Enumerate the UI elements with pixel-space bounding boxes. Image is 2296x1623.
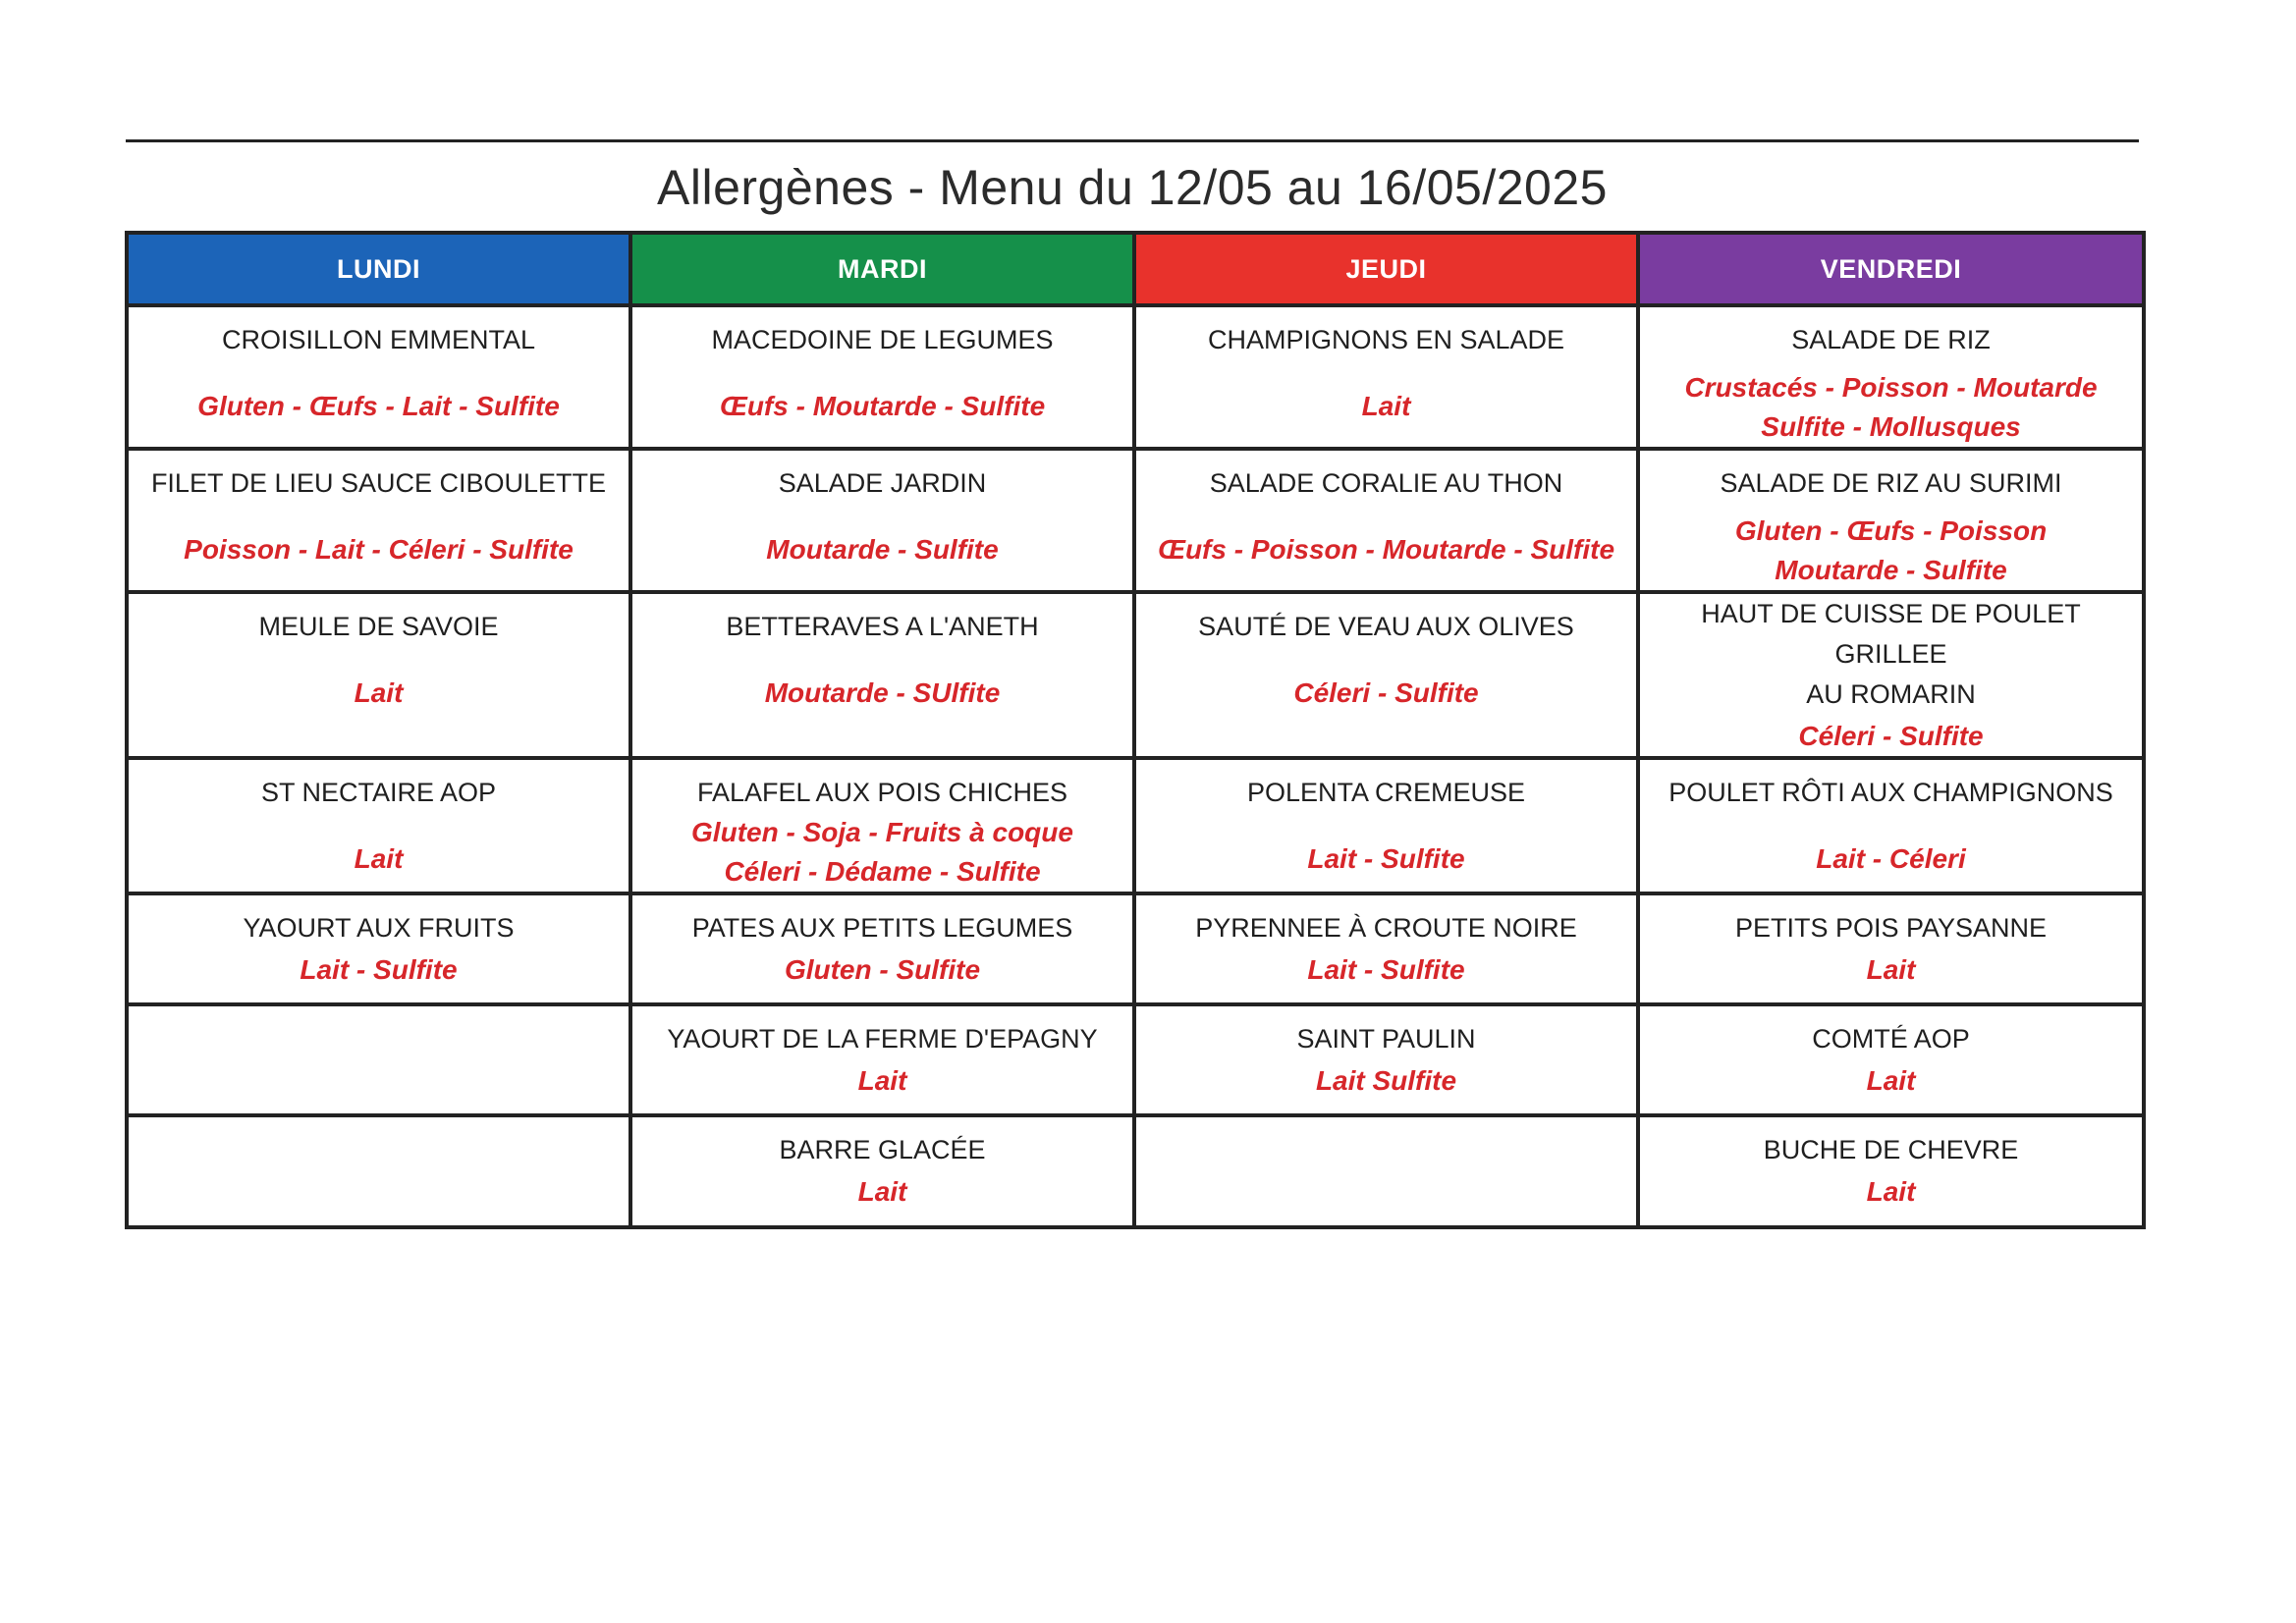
allergen-line: Lait <box>857 1176 907 1207</box>
dish-line: AU ROMARIN <box>1806 679 1976 709</box>
header-row <box>127 233 2144 305</box>
dish-line: BETTERAVES A L'ANETH <box>726 612 1039 641</box>
dish-name <box>640 451 1124 504</box>
allergen-line: Céleri - Dédame - Sulfite <box>724 856 1041 887</box>
allergen-line: Gluten - Œufs - Lait - Sulfite <box>197 391 560 421</box>
menu-table <box>125 231 2146 1229</box>
dish-line: FILET DE LIEU SAUCE CIBOULETTE <box>150 468 607 498</box>
allergen-line: Céleri - Sulfite <box>1798 721 1984 751</box>
dish-name <box>640 1006 1124 1059</box>
allergen-line: Œufs - Poisson - Moutarde - Sulfite <box>1157 534 1615 565</box>
allergen-list <box>1144 530 1628 569</box>
dish-name <box>1144 1006 1628 1059</box>
allergen-list <box>137 387 621 426</box>
menu-cell-jeudi <box>1134 449 1638 592</box>
dish-line: CROISILLON EMMENTAL <box>221 325 536 354</box>
menu-cell-lundi <box>127 1115 630 1227</box>
allergen-line: Lait <box>1361 391 1411 421</box>
dish-name <box>640 594 1124 647</box>
allergen-line: Lait - Sulfite <box>1307 843 1465 874</box>
table-row <box>127 758 2144 893</box>
allergen-list <box>640 387 1124 426</box>
allergen-line: Lait <box>1866 1065 1916 1096</box>
dish-name <box>137 895 621 948</box>
menu-cell-lundi <box>127 592 630 758</box>
allergen-list <box>1144 387 1628 426</box>
allergen-list <box>137 839 621 879</box>
dish-name <box>1144 895 1628 948</box>
menu-cell-lundi <box>127 1004 630 1115</box>
allergen-line: Lait <box>1866 954 1916 985</box>
allergen-line: Lait <box>857 1065 907 1096</box>
dish-line: COMTÉ AOP <box>1812 1024 1970 1054</box>
dish-name <box>1648 307 2134 360</box>
menu-cell-lundi <box>127 893 630 1004</box>
header-lundi: LUNDI <box>127 233 630 305</box>
header-vendredi: VENDREDI <box>1638 233 2144 305</box>
allergen-list <box>640 1172 1124 1212</box>
menu-cell-vendredi <box>1638 893 2144 1004</box>
dish-line: SALADE CORALIE AU THON <box>1209 468 1563 498</box>
allergen-line: Sulfite - Mollusques <box>1761 411 2021 442</box>
top-rule <box>126 139 2139 142</box>
dish-line: PYRENNEE À CROUTE NOIRE <box>1195 913 1577 943</box>
menu-cell-vendredi <box>1638 1115 2144 1227</box>
allergen-line: Moutarde - Sulfite <box>766 534 999 565</box>
dish-line: SALADE JARDIN <box>778 468 987 498</box>
menu-cell-lundi <box>127 758 630 893</box>
dish-line: BUCHE DE CHEVRE <box>1763 1135 2019 1164</box>
menu-cell-mardi <box>630 305 1134 449</box>
allergen-line: Lait <box>1866 1176 1916 1207</box>
dish-line: CHAMPIGNONS EN SALADE <box>1207 325 1565 354</box>
dish-name <box>137 451 621 504</box>
table-row <box>127 592 2144 758</box>
table-row <box>127 893 2144 1004</box>
dish-name <box>1144 307 1628 360</box>
dish-name <box>137 760 621 813</box>
dish-line: YAOURT DE LA FERME D'EPAGNY <box>667 1024 1098 1054</box>
dish-name <box>1648 760 2134 813</box>
allergen-list <box>640 950 1124 990</box>
dish-name <box>1144 594 1628 647</box>
allergen-line: Lait - Sulfite <box>300 954 458 985</box>
dish-name <box>640 760 1124 813</box>
allergen-line: Œufs - Moutarde - Sulfite <box>719 391 1046 421</box>
dish-name <box>1144 451 1628 504</box>
dish-name <box>1648 895 2134 948</box>
menu-cell-jeudi <box>1134 1115 1638 1227</box>
allergen-list <box>137 950 621 990</box>
allergen-line: Lait - Céleri <box>1816 843 1966 874</box>
dish-line: PETITS POIS PAYSANNE <box>1734 913 2048 943</box>
menu-cell-mardi <box>630 449 1134 592</box>
allergen-line: Lait <box>354 677 404 708</box>
dish-name <box>1648 1006 2134 1059</box>
menu-cell-jeudi <box>1134 1004 1638 1115</box>
allergen-list <box>137 674 621 713</box>
dish-name <box>1144 760 1628 813</box>
allergen-line: Moutarde - Sulfite <box>1775 555 2007 585</box>
table-row <box>127 1004 2144 1115</box>
allergen-list <box>1144 950 1628 990</box>
dish-line: YAOURT AUX FRUITS <box>243 913 515 943</box>
menu-body <box>127 305 2144 1227</box>
allergen-line: Gluten - Sulfite <box>784 954 981 985</box>
menu-cell-vendredi <box>1638 758 2144 893</box>
allergen-line: Gluten - Soja - Fruits à coque <box>691 817 1073 847</box>
allergen-list <box>640 1061 1124 1101</box>
dish-line: ST NECTAIRE AOP <box>260 778 497 807</box>
dish-line: SAUTÉ DE VEAU AUX OLIVES <box>1198 612 1574 641</box>
menu-cell-jeudi <box>1134 305 1638 449</box>
menu-cell-vendredi <box>1638 305 2144 449</box>
allergen-line: Céleri - Sulfite <box>1293 677 1479 708</box>
allergen-list <box>1648 1172 2134 1212</box>
table-row <box>127 449 2144 592</box>
allergen-line: Lait <box>354 843 404 874</box>
menu-cell-mardi <box>630 1004 1134 1115</box>
dish-line: HAUT DE CUISSE DE POULET GRILLEE <box>1701 599 2081 669</box>
dish-line: BARRE GLACÉE <box>779 1135 986 1164</box>
allergen-list <box>640 530 1124 569</box>
dish-line: MACEDOINE DE LEGUMES <box>711 325 1054 354</box>
dish-line: SALADE DE RIZ AU SURIMI <box>1720 468 2062 498</box>
allergen-line: Gluten - Œufs - Poisson <box>1734 515 2048 546</box>
dish-line: POLENTA CREMEUSE <box>1246 778 1526 807</box>
dish-line: MEULE DE SAVOIE <box>258 612 499 641</box>
dish-name <box>1648 1117 2134 1170</box>
dish-name <box>137 594 621 647</box>
table-row <box>127 1115 2144 1227</box>
menu-cell-mardi <box>630 893 1134 1004</box>
header-mardi: MARDI <box>630 233 1134 305</box>
allergen-line: Poisson - Lait - Céleri - Sulfite <box>184 534 574 565</box>
dish-name <box>640 307 1124 360</box>
allergen-list <box>640 813 1124 892</box>
dish-line: SAINT PAULIN <box>1296 1024 1476 1054</box>
menu-cell-vendredi <box>1638 1004 2144 1115</box>
allergen-list <box>1144 839 1628 879</box>
menu-cell-vendredi <box>1638 592 2144 758</box>
menu-cell-vendredi <box>1638 449 2144 592</box>
menu-cell-mardi <box>630 758 1134 893</box>
allergen-list <box>137 530 621 569</box>
header-jeudi: JEUDI <box>1134 233 1638 305</box>
allergen-list <box>1648 839 2134 879</box>
allergen-list <box>1144 674 1628 713</box>
allergen-list <box>1144 1061 1628 1101</box>
dish-name <box>1648 594 2134 715</box>
dish-line: PATES AUX PETITS LEGUMES <box>691 913 1073 943</box>
dish-line: SALADE DE RIZ <box>1791 325 1991 354</box>
dish-name <box>1648 451 2134 504</box>
allergen-list <box>1648 950 2134 990</box>
allergen-line: Lait - Sulfite <box>1307 954 1465 985</box>
allergen-line: Crustacés - Poisson - Moutarde <box>1684 372 2098 403</box>
allergen-line: Moutarde - SUlfite <box>764 677 1001 708</box>
menu-cell-jeudi <box>1134 893 1638 1004</box>
dish-name <box>640 1117 1124 1170</box>
allergen-list <box>1648 368 2134 447</box>
allergen-list <box>640 674 1124 713</box>
dish-line: FALAFEL AUX POIS CHICHES <box>696 778 1068 807</box>
allergen-list <box>1648 717 2134 756</box>
menu-cell-lundi <box>127 449 630 592</box>
menu-cell-mardi <box>630 592 1134 758</box>
allergen-line: Lait Sulfite <box>1315 1065 1457 1096</box>
menu-cell-mardi <box>630 1115 1134 1227</box>
menu-cell-jeudi <box>1134 592 1638 758</box>
menu-cell-jeudi <box>1134 758 1638 893</box>
menu-cell-lundi <box>127 305 630 449</box>
allergen-list <box>1648 512 2134 590</box>
allergen-list <box>1648 1061 2134 1101</box>
table-row <box>127 305 2144 449</box>
dish-name <box>137 307 621 360</box>
dish-line: POULET RÔTI AUX CHAMPIGNONS <box>1668 778 2113 807</box>
page-title: Allergènes - Menu du 12/05 au 16/05/2025 <box>657 160 1608 215</box>
dish-name <box>640 895 1124 948</box>
